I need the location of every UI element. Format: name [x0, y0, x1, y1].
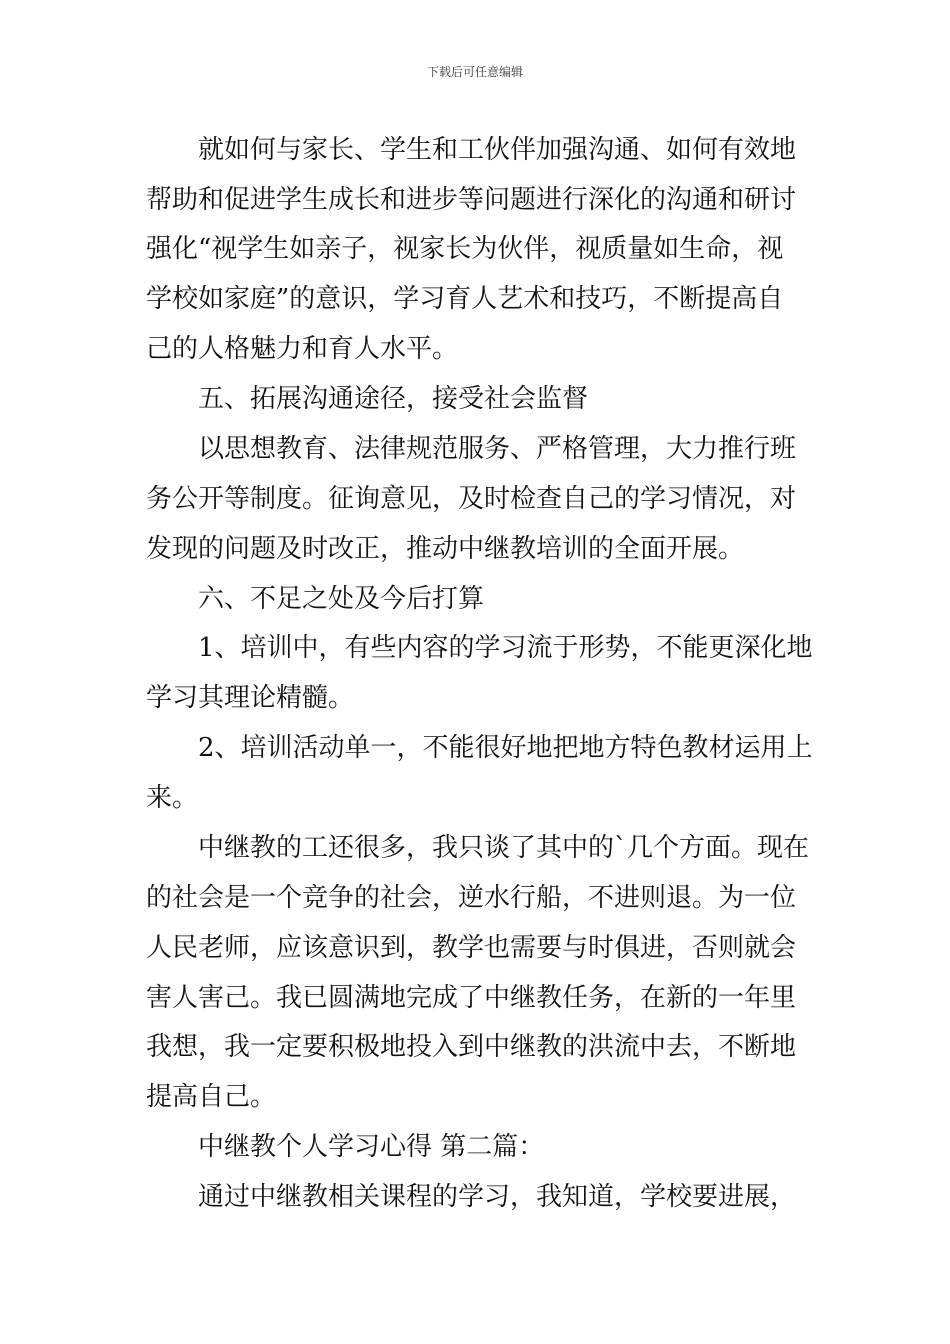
paragraph-line: 的社会是一个竞争的社会，逆水行船，不进则退。为一位 [146, 883, 797, 913]
paragraph-line: 来。 [146, 783, 199, 813]
paragraph-line: 害人害己。我已圆满地完成了中继教任务，在新的一年里 [146, 983, 797, 1013]
section-heading: 六、不足之处及今后打算 [198, 584, 485, 614]
paragraph-line: 以思想教育、法律规范服务、严格管理，大力推行班 [198, 434, 797, 464]
paragraph-line: 就如何与家长、学生和工伙伴加强沟通、如何有效地 [198, 135, 797, 165]
paragraph-line: 己的人格魅力和育人水平。 [146, 334, 459, 364]
paragraph-line: 发现的问题及时改正，推动中继教培训的全面开展。 [146, 534, 745, 564]
section-heading: 五、拓展沟通途径，接受社会监督 [198, 384, 589, 414]
paragraph-line: 学校如家庭”的意识，学习育人艺术和技巧，不断提高自 [146, 284, 784, 314]
paragraph-line: 中继教的工还很多，我只谈了其中的`几个方面。现在 [198, 833, 810, 863]
paragraph-line: 人民老师，应该意识到，教学也需要与时俱进，否则就会 [146, 933, 797, 963]
paragraph-line: 通过中继教相关课程的学习，我知道，学校要进展， [198, 1182, 797, 1212]
paragraph-line: 2、培训活动单一，不能很好地把地方特色教材运用上 [198, 733, 813, 763]
page-header: 下载后可任意编辑 [426, 65, 523, 79]
paragraph-line: 务公开等制度。征询意见，及时检查自己的学习情况，对 [146, 484, 797, 514]
paragraph-line: 帮助和促进学生成长和进步等问题进行深化的沟通和研讨 [146, 185, 797, 215]
section-heading: 中继教个人学习心得 第二篇： [198, 1132, 545, 1162]
paragraph-line: 强化“视学生如亲子，视家长为伙伴，视质量如生命，视 [146, 234, 784, 264]
paragraph-line: 提高自己。 [146, 1082, 277, 1112]
paragraph-line: 学习其理论精髓。 [146, 683, 355, 713]
paragraph-line: 1、培训中，有些内容的学习流于形势，不能更深化地 [198, 633, 813, 663]
paragraph-line: 我想，我一定要积极地投入到中继教的洪流中去，不断地 [146, 1032, 797, 1062]
